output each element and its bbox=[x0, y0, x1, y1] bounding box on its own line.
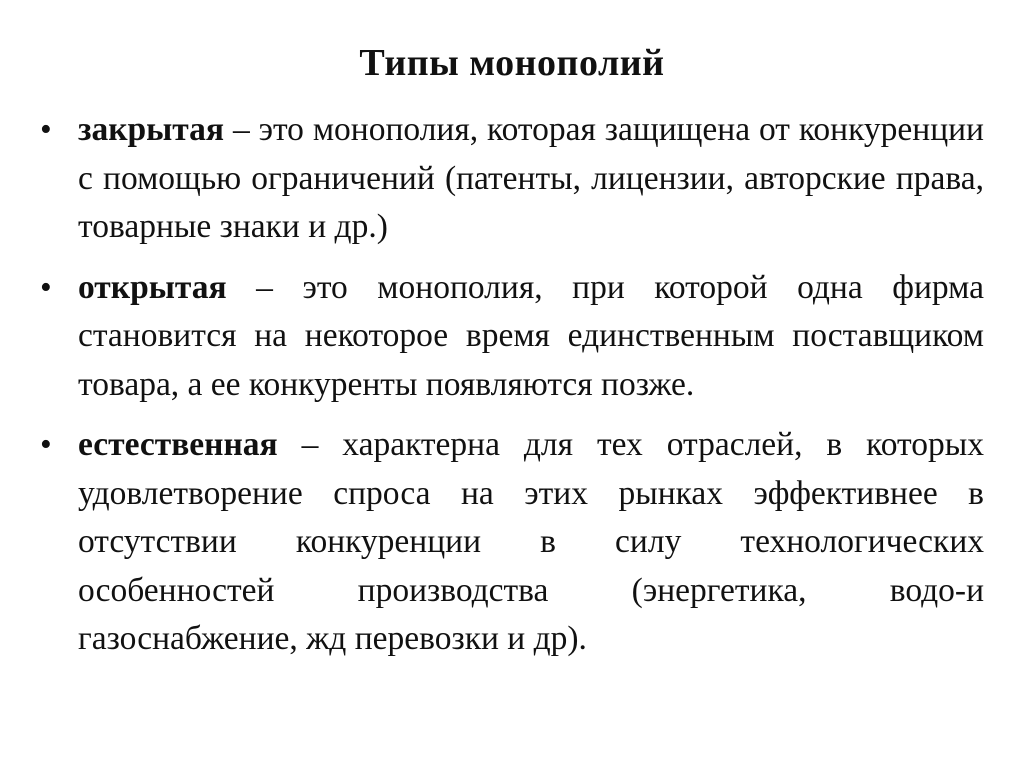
slide-title: Типы монополий bbox=[359, 42, 665, 84]
bullet-marker-icon: • bbox=[40, 426, 52, 463]
bullet-term: открытая bbox=[78, 268, 227, 306]
bullet-item-natural bbox=[40, 421, 984, 664]
bullet-text: – характерна для тех отраслей, в которых удовлетворение спроса на этих рынках эффективнее в отсутствии конкуренции в силу технологических особенностей производства (энергетика, водо-и газоснабжение, жд перевозки и др). bbox=[78, 426, 984, 657]
bullet-term: закрытая bbox=[78, 111, 225, 148]
bullet-term: естественная bbox=[78, 426, 278, 463]
bullet-list bbox=[40, 106, 984, 664]
bullet-marker-icon: • bbox=[40, 111, 52, 148]
bullet-item-open bbox=[40, 264, 984, 410]
bullet-text: – это монополия, которая защищена от конкуренции с помощью ограничений (патенты, лицензии, авторские права, товарные знаки и др.) bbox=[78, 111, 984, 245]
bullet-marker-icon: • bbox=[40, 268, 52, 306]
bullet-item-closed bbox=[40, 106, 984, 252]
bullet-text: – это монополия, при которой одна фирма становится на некоторое время единственным поставщиком товара, а ее конкуренты появляются позже. bbox=[78, 268, 984, 403]
